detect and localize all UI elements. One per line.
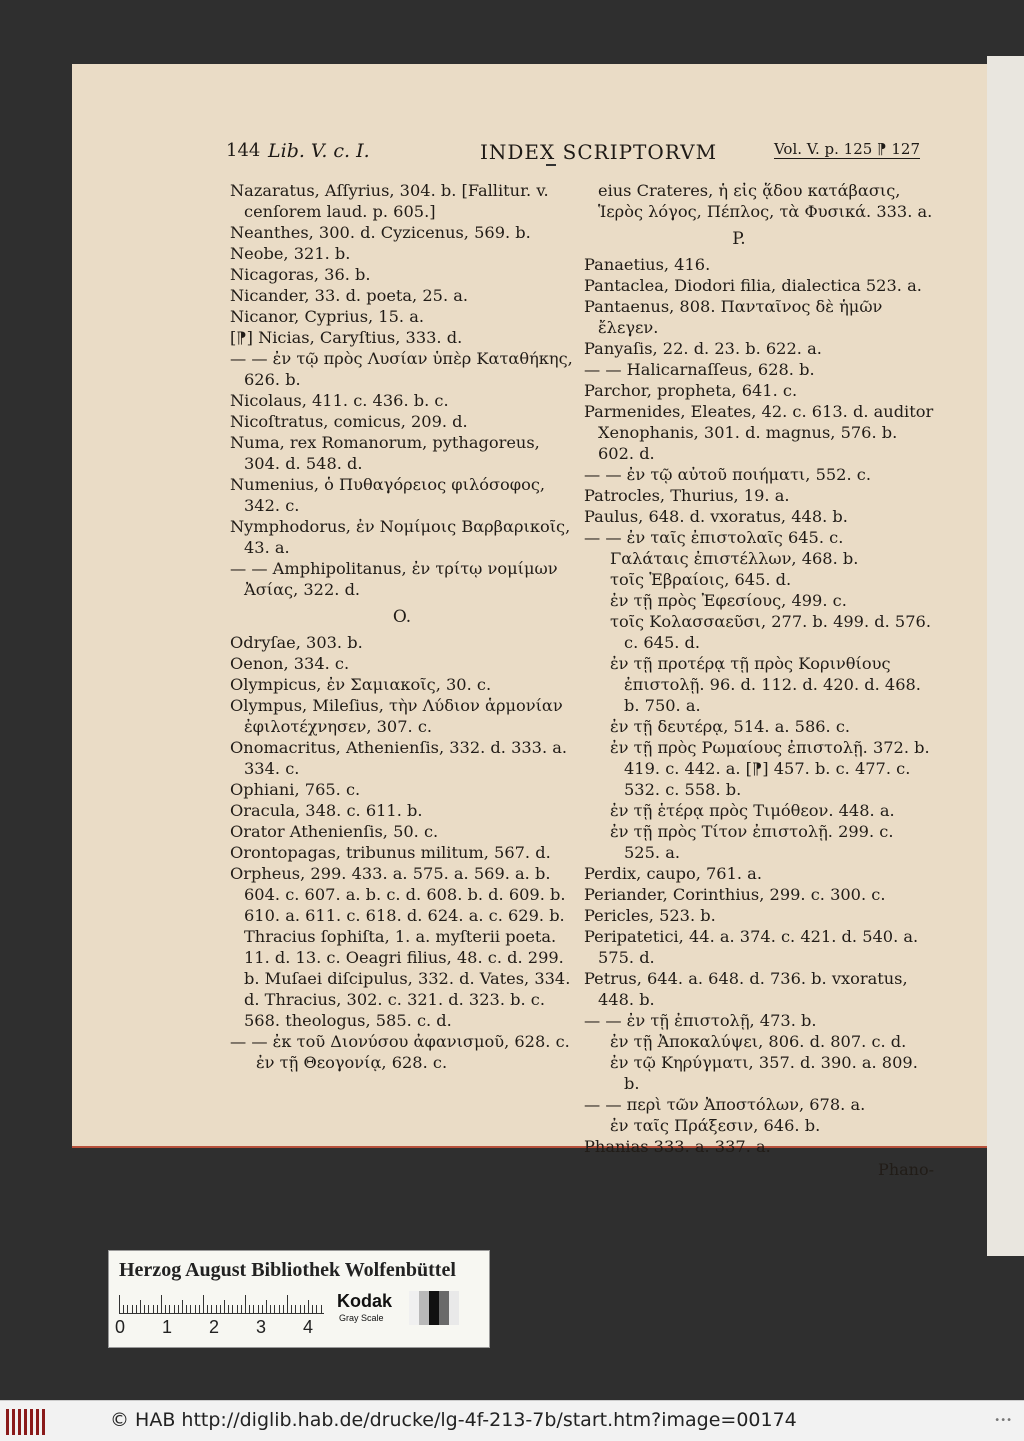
ruler-tick xyxy=(186,1305,187,1313)
ruler-tick xyxy=(258,1305,259,1313)
ruler-tick xyxy=(153,1305,154,1313)
index-entry: Orontopagas, tribunus militum, 567. d. xyxy=(230,843,551,862)
index-entry: Nymphodorus, ἐν Νομίμοις Βαρβαρικοῖς, 43. a. xyxy=(230,517,571,557)
gray-swatch xyxy=(429,1291,439,1325)
index-column-right xyxy=(584,180,934,1196)
hab-logo-icon xyxy=(6,1409,48,1435)
index-entry: Panaetius, 416. xyxy=(584,255,711,274)
index-entry: Panyaſis, 22. d. 23. b. 622. a. xyxy=(584,339,822,358)
running-title: INDEX SCRIPTORVM xyxy=(480,140,718,164)
book-section: Lib. V. c. I. xyxy=(268,140,370,162)
ruler-tick xyxy=(195,1305,196,1313)
index-entry: [⁋] Nicias, Caryſtius, 333. d. xyxy=(230,328,463,347)
section-letter: O. xyxy=(392,607,412,627)
index-entry: ἐν τῇ προτέρᾳ τῇ πρὸς Κορινθίους ἐπιστολῇ. 96. d. 112. d. 420. d. 468. b. 750. a. xyxy=(610,654,921,715)
index-entry: Orator Athenienſis, 50. c. xyxy=(230,822,439,841)
ruler-tick xyxy=(144,1305,145,1313)
ruler-tick xyxy=(295,1305,296,1313)
ruler-tick xyxy=(279,1305,280,1313)
gray-scale-label: Gray Scale xyxy=(339,1313,384,1323)
page-header xyxy=(226,140,926,170)
ruler-tick xyxy=(136,1305,137,1313)
ruler-tick xyxy=(132,1305,133,1313)
index-entry: ἐν τῇ ἑτέρᾳ πρὸς Τιμόθεον. 448. a. xyxy=(610,801,895,820)
ruler-tick xyxy=(119,1295,120,1313)
index-entry: Pantaenus, 808. Πανταῖνος δὲ ἡμῶν ἔλεγεν. xyxy=(584,297,883,337)
index-entry: — — Halicarnaſſeus, 628. b. xyxy=(584,360,815,379)
index-entry: Petrus, 644. a. 648. d. 736. b. vxoratus, 448. b. xyxy=(584,969,908,1009)
next-page-edge xyxy=(987,56,1024,1256)
library-name: Herzog August Bibliothek Wolfenbüttel xyxy=(119,1259,456,1281)
ruler-tick xyxy=(165,1305,166,1313)
footer-bar xyxy=(0,1400,1024,1441)
index-entry: Pantaclea, Diodori filia, dialectica 523. a. xyxy=(584,276,922,295)
index-entry: ἐν τῇ πρὸς Τίτον ἐπιστολῇ. 299. c. 525. a. xyxy=(610,822,894,862)
index-entry: — — ἐν τῷ πρὸς Λυσίαν ὑπὲρ Καταθήκης, 626. b. xyxy=(230,349,573,389)
index-entry: ἐν τῇ Θεογονίᾳ, 628. c. xyxy=(256,1053,448,1072)
ruler-tick xyxy=(245,1295,246,1313)
index-entry: ἐν ταῖς Πράξεσιν, 646. b. xyxy=(610,1116,821,1135)
index-entry: Patrocles, Thurius, 19. a. xyxy=(584,486,790,505)
catchword: Phano- xyxy=(878,1160,934,1179)
index-entry: Oenon, 334. c. xyxy=(230,654,350,673)
index-entry: ἐν τῇ πρὸς Ρωμαίους ἐπιστολῇ. 372. b. 419. c. 442. a. [⁋] 457. b. c. 477. c. 532. c. 558. b. xyxy=(610,738,930,799)
index-entry: — — περὶ τῶν Ἀποστόλων, 678. a. xyxy=(584,1095,866,1114)
index-entry: Γαλάταις ἐπιστέλλων, 468. b. xyxy=(610,549,859,568)
ruler-tick xyxy=(316,1305,317,1313)
index-entry: — — ἐκ τοῦ Διονύσου ἀφανισμοῦ, 628. c. xyxy=(230,1032,570,1051)
ruler-tick xyxy=(203,1295,204,1313)
gray-scale-swatches xyxy=(409,1291,459,1325)
index-entry: Nicagoras, 36. b. xyxy=(230,265,371,284)
ruler-tick xyxy=(241,1305,242,1313)
ruler-tick xyxy=(216,1305,217,1313)
ruler-tick xyxy=(283,1305,284,1313)
index-entry: ἐν τῇ πρὸς Ἐφεσίους, 499. c. xyxy=(610,591,847,610)
ruler-tick xyxy=(312,1305,313,1313)
index-entry: Neobe, 321. b. xyxy=(230,244,351,263)
index-column-left xyxy=(230,180,574,1073)
index-entry: Numa, rex Romanorum, pythagoreus, 304. d. 548. d. xyxy=(230,433,540,473)
ruler-tick xyxy=(232,1305,233,1313)
index-entry: Odryſae, 303. b. xyxy=(230,633,363,652)
ruler-tick xyxy=(266,1300,267,1313)
kodak-logo: Kodak xyxy=(337,1291,393,1311)
ruler-tick xyxy=(148,1305,149,1313)
ruler-number: 4 xyxy=(303,1317,314,1337)
index-entry: Peripatetici, 44. a. 374. c. 421. d. 540. a. 575. d. xyxy=(584,927,919,967)
index-entry: Nazaratus, Aſſyrius, 304. b. [Fallitur. v. cenſorem laud. p. 605.] xyxy=(230,181,549,221)
index-entry: Nicoſtratus, comicus, 209. d. xyxy=(230,412,468,431)
copyright-link[interactable]: © HAB http://diglib.hab.de/drucke/lg-4f-213-7b/start.htm?image=00174 xyxy=(110,1409,797,1431)
ruler-tick xyxy=(161,1295,162,1313)
index-entry: Numenius, ὁ Πυθαγόρειος φιλόσοφος, 342. c. xyxy=(230,475,546,515)
index-entry: ἐν τῇ δευτέρᾳ, 514. a. 586. c. xyxy=(610,717,851,736)
index-entry: Nicanor, Cyprius, 15. a. xyxy=(230,307,424,326)
ruler-tick xyxy=(304,1305,305,1313)
column-divider-mark xyxy=(546,164,556,166)
index-entry: Parchor, propheta, 641. c. xyxy=(584,381,798,400)
scale-ruler xyxy=(119,1293,324,1314)
index-entry: — — ἐν τῷ αὐτοῦ ποιήματι, 552. c. xyxy=(584,465,871,484)
index-entry: — — ἐν τῇ ἐπιστολῇ, 473. b. xyxy=(584,1011,817,1030)
ruler-tick xyxy=(169,1305,170,1313)
index-entry: ἐν τῇ Ἀποκαλύψει, 806. d. 807. c. d. xyxy=(610,1032,907,1051)
index-entry: τοῖς Κολασσαεῦσι, 277. b. 499. d. 576. c. 645. d. xyxy=(610,612,931,652)
ruler-tick xyxy=(291,1305,292,1313)
section-letter: P. xyxy=(732,229,746,249)
gray-swatch xyxy=(409,1291,419,1325)
ruler-tick xyxy=(157,1305,158,1313)
index-entry: Nicolaus, 411. c. 436. b. c. xyxy=(230,391,449,410)
index-entry: Ophiani, 765. c. xyxy=(230,780,361,799)
ruler-tick xyxy=(207,1305,208,1313)
page-number: 144 xyxy=(226,140,261,161)
more-options-icon[interactable]: ••• xyxy=(994,1415,1012,1426)
index-entry: Periander, Corinthius, 299. c. 300. c. xyxy=(584,885,886,904)
index-entry: τοῖς Ἑβραίοις, 645. d. xyxy=(610,570,792,589)
volume-reference: Vol. V. p. 125 ⁋ 127 xyxy=(773,140,920,158)
ruler-number: 0 xyxy=(115,1317,126,1337)
ruler-number: 3 xyxy=(256,1317,267,1337)
index-entry: Phanias 333. a. 337. a. xyxy=(584,1137,771,1156)
ruler-tick xyxy=(262,1305,263,1313)
index-entry: Parmenides, Eleates, 42. c. 613. d. auditor Xenophanis, 301. d. magnus, 576. b. 602. d. xyxy=(584,402,934,463)
ruler-tick xyxy=(178,1305,179,1313)
index-entry: Pericles, 523. b. xyxy=(584,906,716,925)
ruler-tick xyxy=(190,1305,191,1313)
ruler-tick xyxy=(127,1305,128,1313)
ruler-tick xyxy=(220,1305,221,1313)
ruler-numbers xyxy=(115,1317,325,1339)
index-entry: Orpheus, 299. 433. a. 575. a. 569. a. b. 604. c. 607. a. b. c. d. 608. b. d. 609. b. 610. a. 611. c. 618. d. 624. a. c. 629. b. Thracius ſophiſta, 1. a. myſterii poeta. 11. d. 13. c. Oeagri filius, 48. c. d. 299. b. Muſaei diſcipulus, 332. d. Vates, 334. d. Thracius, 302. c. 321. d. 323. b. c. 568. theologus, 585. c. d. xyxy=(230,864,571,1030)
ruler-tick xyxy=(287,1295,288,1313)
ruler-number: 2 xyxy=(209,1317,220,1337)
ruler-tick xyxy=(253,1305,254,1313)
index-entry: Olympus, Mileſius, τὴν Λύδιον ἁρμονίαν ἐφιλοτέχνησεν, 307. c. xyxy=(230,696,563,736)
index-entry: — — ἐν ταῖς ἐπιστολαῖς 645. c. xyxy=(584,528,844,547)
ruler-tick xyxy=(174,1305,175,1313)
gray-swatch xyxy=(439,1291,449,1325)
ruler-tick xyxy=(199,1305,200,1313)
index-entry: Oracula, 348. c. 611. b. xyxy=(230,801,423,820)
ruler-tick xyxy=(123,1305,124,1313)
ruler-tick xyxy=(270,1305,271,1313)
index-entry: ἐν τῷ Κηρύγματι, 357. d. 390. a. 809. b. xyxy=(610,1053,918,1093)
ruler-tick xyxy=(308,1300,309,1313)
index-entry: — — Amphipolitanus, ἐν τρίτῳ νομίμων Ἀσίας, 322. d. xyxy=(230,559,558,599)
gray-swatch xyxy=(449,1291,459,1325)
ruler-tick xyxy=(274,1305,275,1313)
ruler-tick xyxy=(237,1305,238,1313)
library-color-card xyxy=(108,1250,490,1348)
index-entry: Neanthes, 300. d. Cyzicenus, 569. b. xyxy=(230,223,531,242)
index-entry: Onomacritus, Athenienſis, 332. d. 333. a. 334. c. xyxy=(230,738,568,778)
ruler-tick xyxy=(211,1305,212,1313)
ruler-tick xyxy=(321,1305,322,1313)
index-entry: Paulus, 648. d. vxoratus, 448. b. xyxy=(584,507,848,526)
index-entry: Nicander, 33. d. poeta, 25. a. xyxy=(230,286,469,305)
ruler-tick xyxy=(140,1300,141,1313)
ruler-tick xyxy=(249,1305,250,1313)
index-entry: eius Crateres, ἡ εἰς ᾅδου κατάβασις, Ἱερὸς λόγος, Πέπλος, τὰ Φυσικά. 333. a. xyxy=(598,181,933,221)
ruler-number: 1 xyxy=(162,1317,173,1337)
index-entry: Perdix, caupo, 761. a. xyxy=(584,864,762,883)
ruler-tick xyxy=(228,1305,229,1313)
ruler-tick xyxy=(224,1300,225,1313)
ruler-tick xyxy=(300,1305,301,1313)
index-entry: Olympicus, ἐν Σαμιακοῖς, 30. c. xyxy=(230,675,492,694)
ruler-tick xyxy=(182,1300,183,1313)
gray-swatch xyxy=(419,1291,429,1325)
